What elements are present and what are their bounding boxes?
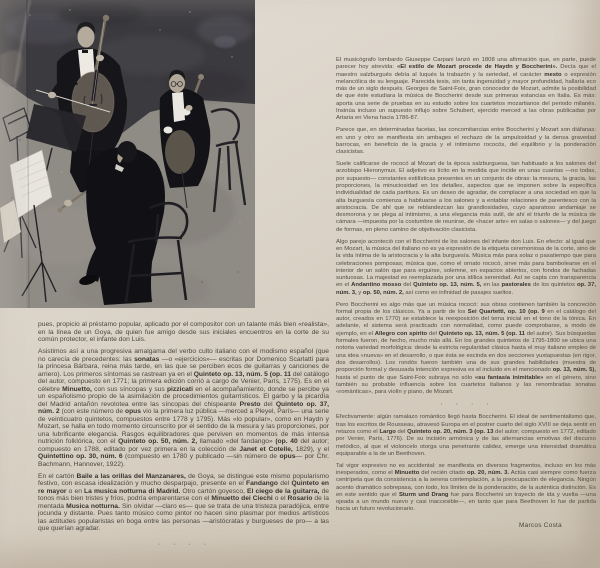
section-separator: · · · · (157, 540, 210, 548)
paragraph: Tal vigor expresivo no es accidental: se manifiesta en diversos fragmentos, incluso en los más inesperados, como el Minuetto del recién citado op. 20, núm. 3. Actúa casi siempre como fuerza centrípeta que da consistencia a la serena contemplación, a la preocupación de elegancia. Ningún acento dramático sobrepasa, con todo, los límites de la ponderación, de la auténtica distinción. Es en este sentido que el Sturm und Drang fue para Boccherini un trayecto de ida y vuelta —una ojeada a un mundo nuevo y casi inaccesible—, en tanto que para Beethoven lo fue de partida hacia un futuro revolucionario. (336, 462, 597, 513)
paragraph: Suele calificarse de rococó al Mozart de la época salzburguesa, tan habituado a los salones del arzobispo Hieronymus. El adjetivo es lícito en la medida que incide en unas cuantas —no todas, por supuesto— constantes estilísticas presentes en un conjunto de obras: la mesura, la gracia, las proporciones, la minuciosidad en los detalles, aspectos que se imponen sobre la específica individualidad de cada partitura. Es un deseo de agradar, de complacer a una sociedad en que la alta burguesía comienza a habituarse a los salones y a entablar relaciones de parentesco con la aristocracia. De ahí que se reblandezcan las grandiosidades, cuyo aparatoso andamiaje se desmorona y se plega al intimismo, a una elegancia más sutil, de ahí el triunfo de la música de cámara —impuesta por la costumbre de reunirse, de «hacer arte» en salas o salones— y del juego de formas, en pleno camino de objetivación clasicista. (336, 161, 596, 233)
cello-scroll (103, 15, 109, 21)
paragraph: Asistimos así a una progresiva amalgama del verbo culto italiano con el modismo español (que no carecía de precedentes: las sonatas —o «ejercicios»— escritas por Domenico Scarlatti para la princesa Bárbara, reina más tarde, en las que se perciben ecos de guitarras y canciones de arriero). Los primeros síntomas se rastrean ya en el Quinteto op. 13, núm. 5 (op. 11 del catálogo del autor, compuesto en 1771; la primera edición corrió a cargo de Venier, París, 1775). Es en el célebre Minuetto, con sus síncopas y sus pizzicati en el acompañamiento, donde se percibe ya un españolismo propio de la asimilación de procedimientos guitarrísticos. El garbo y la picardía del Madrid antañón revolotea entre las síncopas del chispeante Presto del Quinteto op. 37, núm. 2 (con este número de opus vio la primera luz pública —merced a Pleyel, París— una serie de veinticuatro quintetos, compuestos entre 1778 y 1795). Más «lo popular», como en Haydn y Mozart, se halla en todo momento circunscrito por el sentido de la mesura y las proporciones, por una lubrificante elegancia. Rasgos equilibradores que perviven en momentos de más intensa nutrición folklórica, con el Quinteto op. 50, núm. 2, llamado «del fandango» (op. 40 del autor; compuesto en 1788, editado por vez primera en la colección de Janet et Cotelle, 1829), y el Quintettino op. 30, núm. 6 (compuesto en 1780 y publicado —sin número de opus— por Chr. Bachmann, Hannover, 1922). (38, 348, 330, 468)
sleeve-fold (0, 0, 26, 308)
paragraph: Pero Boccherini es algo más que un música rococó: sus obras contienen también la concreción formal propia de los clásicos. Ya a partir de los Sei Quartetti, op. 10 (op. 9 en el catálogo del autor, creados en 1770) se establece la reexposición del tema inicial en el tono de la tónica. En adelante, el sistema será practicado con normalidad, como puede comprobarse, a modo de ejemplo, en el Allegro con spirito del Quinteto op. 13, núm. 5 (op. 11 del autor). Sus búsquedas formales fueron, de hecho, mucho más allá. En los grandes quintetos de 1795-1800 se ubica una notoria variedad morfológica: desde la estricta regularidad clásica hasta el muy italiano empleo de una idea «nueva» en el desarrollo, o que ésta se escinda en dos secciones yuxtapuestas (en rigor, dos desarrollos). Los rondós fueron también una de sus grandes habilidades (muestra de proporción formal y desusada intención expresiva es el incluido en el mencionado op. 13, núm. 5), hasta el punto de que Saint-Foix subraya no sólo «su fantasía inimitable» en el género, sino también su probable influencia sobre los cuartetos italianos y las renombradas sonatas «románticas», para violín y piano, de Mozart. (336, 301, 596, 396)
paragraph: Efectivamente: algún ramalazo romántico llegó hasta Boccherini. El ideal de sentimentalismo que, tras los escritos de Rousseau, atravesó Europa en el postrer cuarto del siglo XVIII se deja sentir en retazos como el Largo del Quinteto op. 20, núm. 3 (op. 13 del autor; compuesto en 1772, editado por Venier, París, 1776). De su incisión armónica y de las alternancias emotivas del discurso melódico, al que el violoncelo otorga una penetrante calidez, emerge una intensidad dramática equiparable a la de un Beethoven. (336, 414, 596, 457)
left-text-column (38, 321, 329, 554)
left-paragraphs (38, 321, 329, 533)
paragraph: En el cartón Baile a las orillas del Manzanares, de Goya, se distingue este mismo popularismo festivo, con escasa idealización y mucho desparpajo, presente en el Fandango del Quinteto en re mayor o en La musica notturna di Madrid. Otro cartón goyesco, El ciego de la guitarra, de tonos más bien tristes y fríos, podría emparentarse con el Minuetto dei Ciechi o el Rosario de la mentada Musica notturna. Sin olvidar —claro es— que se trata de una tristeza paradójica, entre jocunda y distante. Pues tanto músico como pintor no hacen sino plasmar por medios artísticos las actitudes popularistas en boga entre las personas —aristócratas y burgueses de pro— a las que querían agradar. (38, 472, 330, 533)
paragraph: El musicógrafo lombardo Giuseppe Carpani lanzó en 1808 una afirmación que, en parte, puede parecer hoy atrevida: «El estilo de Mozart procede de Haydn y Boccherini». Decía que el maestro salzburgués debía al luqués la trabazón y la seriedad, el carácter mesto o expresión melancólica de su lenguaje. Parecida tesis, sin tanta ingenuidad y mayor profundidad, hallaría eco más de un siglo después. Georges de Saint-Foix, gran conocedor de Mozart, admite la posibilidad de que éste estudiara la música de Boccherini desde sus primeras estancias en Italia. Es más: aporta una serie de pruebas en su estudio sobre los cuartetos mozartianos del periodo milanés. Insinúa incluso un supuesto influjo sobre Schubert, ejercido merced a las obras publicadas por Artaria en Viena hacia 1786-87. (336, 57, 596, 122)
paragraph: pues, propicio al préstamo popular, aplicado por el compositor con un talante más bien «realista», en la línea de un Goya, de quien fue amigo desde sus iniciales encuentros en la corte de su común protector, el infante don Luis. (38, 321, 329, 343)
paragraph: Algo parejo aconteció con el Boccherini de los salones del infante don Luis. En efecto: al igual que en Mozart, la música del italiano no es ya expresión de la etiqueta ceremoniosa de la corte, sino de la vida íntima de la aristocracia y la alta burguesía. Música más para solaz o pasatiempo que para celebraciones pomposas; música que, como el ornato rococó, sirve más para bambolearse en el interior de un salón que para erguirse, solemne, en espacios abiertos, con fondos de fachadas suntuosas. La majestad es reemplazada por una idílica serenidad. Así se capta con transparencia en el Andantino mosso del Quinteto op. 13, núm. 5, en las pastorales de los quintetos op. 37, núm. 3, y op. 50, núm. 2, así como en infinidad de pasajes sueltos. (336, 238, 596, 296)
liner-photo (0, 0, 255, 308)
section-separator: · · · · (440, 401, 492, 409)
chamber-ensemble-photo (0, 0, 255, 308)
paragraph: Parece que, en determinadas facetas, las concomitancias entre Boccherini y Mozart son diáfanas: en uno y otro se manifiesta sin ambages el rechazo de la ampulosidad y la densa gravedad barrocas, en beneficio de la gracia y el intimismo rococós, del equilibrio y la ponderación clasicistas. (336, 127, 596, 156)
right-text-column (336, 57, 596, 529)
right-paragraphs-after (336, 414, 596, 513)
violin-scroll (57, 207, 62, 212)
author-signature: Marcos Costa (518, 521, 562, 529)
right-paragraphs-before (336, 57, 596, 396)
cello-scroll-right (198, 74, 204, 80)
